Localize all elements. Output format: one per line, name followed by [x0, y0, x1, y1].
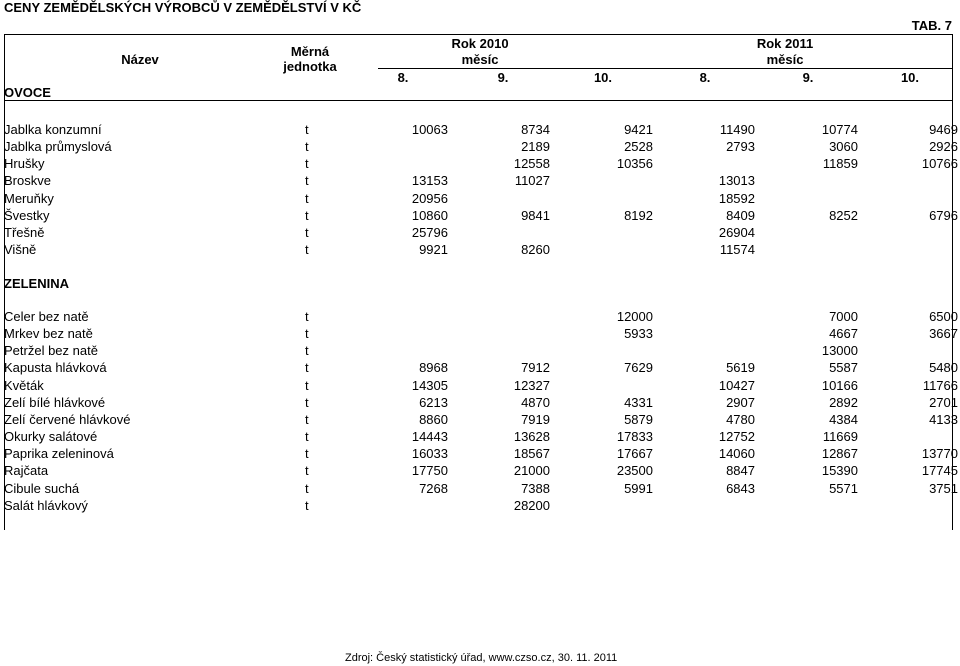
- cell-value: 17833: [616, 429, 653, 445]
- page-title: CENY ZEMĚDĚLSKÝCH VÝROBCŮ V ZEMĚDĚLSTVÍ V KČ: [4, 0, 362, 15]
- table-row: [0, 225, 960, 242]
- month-header: 9.: [802, 70, 814, 85]
- row-unit: t: [305, 411, 309, 427]
- cell-value: 7388: [521, 480, 550, 496]
- cell-value: 10063: [411, 122, 448, 137]
- cell-value: 7919: [521, 411, 550, 427]
- table-row: [0, 173, 960, 190]
- cell-value: 10427: [718, 377, 755, 393]
- cell-value: 16033: [411, 446, 448, 462]
- table-row: [0, 429, 960, 446]
- cell-value: 17745: [921, 463, 958, 479]
- table-row: [0, 481, 960, 498]
- row-unit: t: [305, 394, 309, 410]
- month-header: 10.: [593, 70, 613, 85]
- cell-value: 9421: [624, 122, 653, 137]
- row-unit: t: [305, 224, 309, 240]
- cell-value: 2189: [521, 139, 550, 155]
- cell-value: 12752: [718, 429, 755, 445]
- table-row: [0, 463, 960, 480]
- cell-value: 4667: [829, 326, 858, 342]
- cell-value: 25796: [411, 224, 448, 240]
- table-row: [0, 208, 960, 225]
- cell-value: 14443: [411, 429, 448, 445]
- row-name: Celer bez natě: [4, 309, 89, 324]
- section-label-zelenina: ZELENINA: [4, 276, 69, 291]
- row-unit: t: [305, 360, 309, 376]
- row-unit: t: [305, 190, 309, 206]
- cell-value: 13013: [718, 173, 755, 189]
- cell-value: 15390: [821, 463, 858, 479]
- cell-value: 5480: [929, 360, 958, 376]
- cell-value: 18567: [513, 446, 550, 462]
- cell-value: 8409: [726, 207, 755, 223]
- cell-value: 5587: [829, 360, 858, 376]
- header-right-border: [952, 34, 953, 100]
- row-name: Rajčata: [4, 463, 49, 479]
- cell-value: 11574: [719, 242, 755, 258]
- row-unit: t: [305, 497, 309, 513]
- cell-value: 14060: [718, 446, 755, 462]
- row-unit: t: [305, 343, 309, 359]
- row-unit: t: [305, 429, 309, 445]
- section-label-ovoce: OVOCE: [4, 85, 51, 100]
- row-name: Švestky: [4, 207, 50, 223]
- table-row: [0, 191, 960, 208]
- table-row: [0, 343, 960, 360]
- row-unit: t: [305, 463, 309, 479]
- cell-value: 21000: [513, 463, 550, 479]
- row-unit: t: [305, 377, 309, 393]
- cell-value: 2926: [929, 139, 958, 155]
- row-name: Zelí bílé hlávkové: [4, 394, 106, 410]
- cell-value: 8847: [726, 463, 755, 479]
- table-row: [0, 378, 960, 395]
- column-header-year-2010: Rok 2010: [451, 36, 509, 51]
- cell-value: 3751: [929, 480, 958, 496]
- cell-value: 6796: [929, 207, 958, 223]
- source-footer: Zdroj: Český statistický úřad, www.czso.cz, 30. 11. 2011: [345, 652, 618, 664]
- cell-value: 18592: [718, 190, 755, 206]
- cell-value: 13770: [921, 446, 958, 462]
- month-header: 8.: [397, 70, 409, 85]
- column-header-unit-line2: jednotka: [283, 59, 337, 74]
- table-row: [0, 412, 960, 429]
- cell-value: 11490: [719, 122, 755, 137]
- column-header-name: Název: [121, 52, 159, 67]
- cell-value: 8968: [419, 360, 448, 376]
- cell-value: 5933: [624, 326, 653, 342]
- row-unit: t: [305, 173, 309, 189]
- cell-value: 7912: [521, 360, 550, 376]
- row-name: Mrkev bez natě: [4, 326, 93, 342]
- cell-value: 12327: [513, 377, 550, 393]
- table-row: [0, 122, 960, 139]
- cell-value: 2528: [624, 139, 653, 155]
- row-name: Višně: [4, 242, 37, 258]
- cell-value: 3667: [929, 326, 958, 342]
- month-header: 10.: [900, 70, 920, 85]
- cell-value: 7629: [624, 360, 653, 376]
- cell-value: 28200: [513, 497, 550, 513]
- cell-value: 5619: [726, 360, 755, 376]
- row-name: Meruňky: [4, 190, 54, 206]
- header-bottom-border: [4, 100, 952, 101]
- cell-value: 4870: [521, 394, 550, 410]
- table-row: [0, 242, 960, 259]
- cell-value: 20956: [411, 190, 448, 206]
- row-name: Třešně: [4, 224, 45, 240]
- row-name: Paprika zeleninová: [4, 446, 114, 462]
- table-row: [0, 139, 960, 156]
- month-header: 8.: [699, 70, 711, 85]
- row-unit: t: [305, 139, 309, 155]
- cell-value: 5571: [829, 480, 858, 496]
- cell-value: 2701: [929, 394, 958, 410]
- cell-value: 4780: [726, 411, 755, 427]
- row-name: Květák: [4, 377, 44, 393]
- cell-value: 4384: [829, 411, 858, 427]
- header-top-border: [4, 34, 952, 35]
- cell-value: 8260: [521, 242, 550, 258]
- cell-value: 6213: [419, 394, 448, 410]
- cell-value: 8252: [829, 207, 858, 223]
- cell-value: 10860: [411, 207, 448, 223]
- cell-value: 10766: [921, 156, 958, 172]
- cell-value: 5991: [624, 480, 653, 496]
- month-header: 9.: [497, 70, 509, 85]
- cell-value: 9469: [929, 122, 958, 137]
- cell-value: 13000: [821, 343, 858, 359]
- cell-value: 13153: [411, 173, 448, 189]
- cell-value: 7268: [419, 480, 448, 496]
- cell-value: 26904: [718, 224, 755, 240]
- column-header-year-2011: Rok 2011: [756, 36, 814, 51]
- table-row: [0, 156, 960, 173]
- cell-value: 8860: [419, 411, 448, 427]
- cell-value: 23500: [616, 463, 653, 479]
- cell-value: 4331: [624, 394, 653, 410]
- row-name: Salát hlávkový: [4, 497, 88, 513]
- table-id: TAB. 7: [911, 18, 952, 33]
- row-name: Kapusta hlávková: [4, 360, 107, 376]
- column-header-month-label-2011: měsíc: [766, 52, 804, 67]
- cell-value: 11027: [514, 173, 550, 189]
- cell-value: 7000: [829, 309, 858, 324]
- cell-value: 11766: [922, 377, 958, 393]
- row-unit: t: [305, 207, 309, 223]
- row-unit: t: [305, 446, 309, 462]
- table-row: [0, 498, 960, 515]
- row-name: Hrušky: [4, 156, 45, 172]
- row-unit: t: [305, 122, 309, 137]
- row-name: Petržel bez natě: [4, 343, 98, 359]
- cell-value: 9921: [419, 242, 448, 258]
- cell-value: 2892: [829, 394, 858, 410]
- cell-value: 5879: [624, 411, 653, 427]
- table-row: [0, 326, 960, 343]
- cell-value: 10166: [821, 377, 858, 393]
- table-row: [0, 309, 960, 326]
- cell-value: 10356: [616, 156, 653, 172]
- row-name: Broskve: [4, 173, 51, 189]
- row-unit: t: [305, 326, 309, 342]
- cell-value: 13628: [513, 429, 550, 445]
- cell-value: 9841: [521, 207, 550, 223]
- table-row: [0, 360, 960, 377]
- row-name: Jablka průmyslová: [4, 139, 112, 155]
- row-unit: t: [305, 480, 309, 496]
- cell-value: 12558: [513, 156, 550, 172]
- column-header-unit-line1: Měrná: [290, 44, 330, 59]
- cell-value: 8734: [521, 122, 550, 137]
- row-unit: t: [305, 309, 309, 324]
- row-name: Jablka konzumní: [4, 122, 102, 137]
- table-row: [0, 446, 960, 463]
- row-name: Cibule suchá: [4, 480, 80, 496]
- cell-value: 10774: [821, 122, 858, 137]
- cell-value: 12867: [821, 446, 858, 462]
- cell-value: 17750: [411, 463, 448, 479]
- cell-value: 3060: [829, 139, 858, 155]
- cell-value: 14305: [411, 377, 448, 393]
- cell-value: 4133: [929, 411, 958, 427]
- row-name: Okurky salátové: [4, 429, 98, 445]
- row-unit: t: [305, 242, 309, 258]
- table-row: [0, 395, 960, 412]
- row-name: Zelí červené hlávkové: [4, 411, 131, 427]
- cell-value: 2793: [726, 139, 755, 155]
- cell-value: 2907: [726, 394, 755, 410]
- cell-value: 6500: [929, 309, 958, 324]
- cell-value: 12000: [616, 309, 653, 324]
- cell-value: 17667: [616, 446, 653, 462]
- column-header-month-label-2010: měsíc: [461, 52, 499, 67]
- month-row-line: [378, 68, 952, 69]
- row-unit: t: [305, 156, 309, 172]
- cell-value: 11669: [822, 429, 858, 445]
- cell-value: 11859: [822, 156, 858, 172]
- cell-value: 8192: [624, 207, 653, 223]
- cell-value: 6843: [726, 480, 755, 496]
